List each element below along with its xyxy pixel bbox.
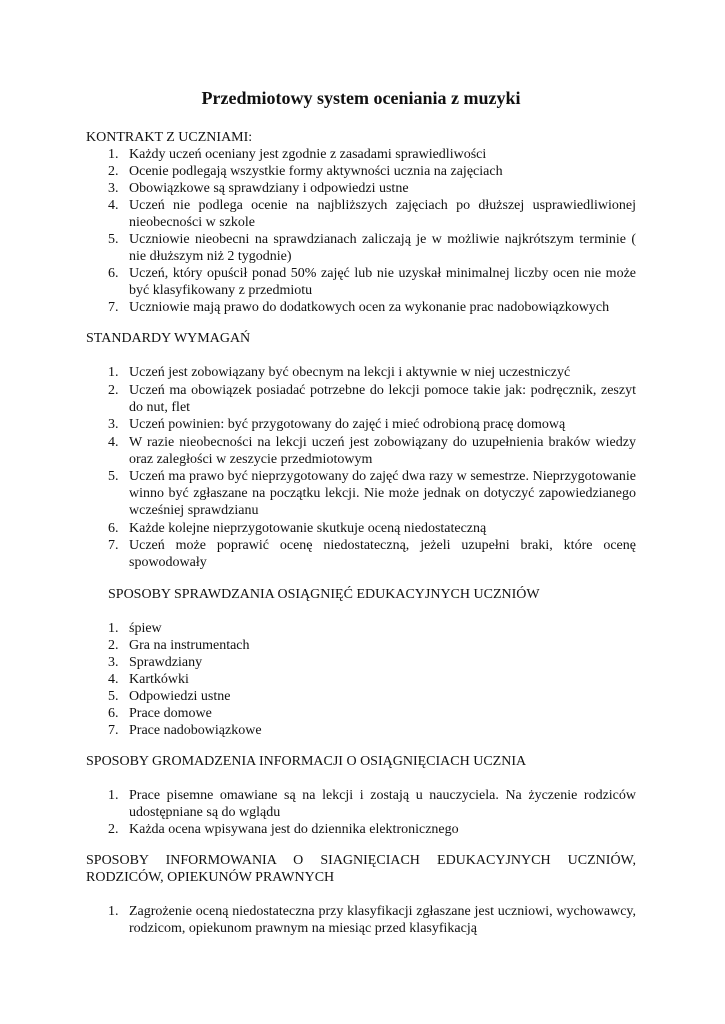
list-item: 1. śpiew bbox=[108, 620, 162, 636]
numbered-list bbox=[86, 146, 636, 316]
list-item: 6. Każde kolejne nieprzygotowanie skutkuje oceną niedostateczną bbox=[108, 520, 487, 536]
list-item: 3. Sprawdziany bbox=[108, 654, 203, 670]
section-heading: STANDARDY WYMAGAŃ bbox=[86, 331, 251, 346]
list-item: 5. Uczeń ma prawo być nieprzygotowany do zajęć dwa razy w semestrze. Nieprzygotowanie winno być zgłaszane na początku lekcji. Nie może jednak on dotyczyć zapowiedzianego wcześniej sprawdzianu bbox=[108, 469, 636, 518]
list-item: 4. Uczeń nie podlega ocenie na najbliższych zajęciach po dłuższej usprawiedliwionej nieobecności w szkole bbox=[108, 198, 636, 230]
list-item: 2. Uczeń ma obowiązek posiadać potrzebne do lekcji pomoce takie jak: podręcznik, zeszyt do nut, flet bbox=[108, 382, 636, 415]
section-sposoby-sprawdzania bbox=[86, 586, 636, 739]
numbered-list bbox=[86, 364, 636, 571]
list-item: 1. Prace pisemne omawiane są na lekcji i zostają u nauczyciela. Na życzenie rodziców udostępniane są do wglądu bbox=[108, 787, 636, 820]
section-sposoby-informowania bbox=[86, 852, 636, 937]
list-item: 1. Uczeń jest zobowiązany być obecnym na lekcji i aktywnie w niej uczestniczyć bbox=[108, 365, 571, 380]
list-item: 3. Obowiązkowe są sprawdziany i odpowiedzi ustne bbox=[108, 181, 409, 196]
list-item: 1. Zagrożenie oceną niedostateczna przy klasyfikacji zgłaszane jest uczniowi, wychowawcy, rodzicom, opiekunom prawnym na miesiąc przed klasyfikacją bbox=[108, 903, 636, 936]
list-item: 5. Uczniowie nieobecni na sprawdzianach zaliczają je w możliwie najkrótszym terminie ( nie dłuższym niż 2 tygodnie) bbox=[108, 232, 636, 264]
list-item: 4. Kartkówki bbox=[108, 671, 189, 687]
section-heading: SPOSOBY GROMADZENIA INFORMACJI O OSIĄGNIĘCIACH UCZNIA bbox=[86, 753, 527, 769]
list-item: 3. Uczeń powinien: być przygotowany do zajęć i mieć odrobioną pracę domową bbox=[108, 417, 566, 432]
list-item: 7. Uczniowie mają prawo do dodatkowych ocen za wykonanie prac nadobowiązkowych bbox=[108, 300, 610, 315]
list-item: 7. Uczeń może poprawić ocenę niedostateczną, jeżeli uzupełni braki, które ocenę spowodowały bbox=[108, 538, 636, 570]
list-item: 2. Ocenie podlegają wszystkie formy aktywności ucznia na zajęciach bbox=[108, 164, 503, 179]
section-standardy bbox=[86, 330, 636, 571]
section-heading: SPOSOBY INFORMOWANIA O SIAGNIĘCIACH EDUKACYJNYCH UCZNIÓW, RODZICÓW, OPIEKUNÓW PRAWNYCH bbox=[86, 852, 636, 885]
numbered-list bbox=[86, 787, 636, 838]
list-item: 6. Uczeń, który opuścił ponad 50% zajęć lub nie uzyskał minimalnej liczby ocen nie może być klasyfikowany z przedmiotu bbox=[108, 266, 636, 298]
numbered-list bbox=[86, 620, 636, 739]
list-item: 5. Odpowiedzi ustne bbox=[108, 688, 231, 704]
list-item: 7. Prace nadobowiązkowe bbox=[108, 722, 262, 738]
list-item: 2. Każda ocena wpisywana jest do dziennika elektronicznego bbox=[108, 821, 459, 837]
section-heading: SPOSOBY SPRAWDZANIA OSIĄGNIĘĆ EDUKACYJNYCH UCZNIÓW bbox=[108, 586, 540, 602]
list-item: 2. Gra na instrumentach bbox=[108, 637, 250, 653]
section-heading: KONTRAKT Z UCZNIAMI: bbox=[86, 130, 253, 145]
section-kontrakt bbox=[86, 129, 636, 316]
page-title: Przedmiotowy system oceniania z muzyki bbox=[201, 88, 521, 108]
numbered-list bbox=[86, 903, 636, 937]
list-item: 4. W razie nieobecności na lekcji uczeń jest zobowiązany do uzupełnienia braków wiedzy oraz zaległości w zeszycie przedmiotowym bbox=[108, 434, 636, 467]
list-item: 1. Każdy uczeń oceniany jest zgodnie z zasadami sprawiedliwości bbox=[108, 147, 487, 162]
list-item: 6. Prace domowe bbox=[108, 705, 212, 721]
section-sposoby-gromadzenia bbox=[86, 753, 636, 838]
